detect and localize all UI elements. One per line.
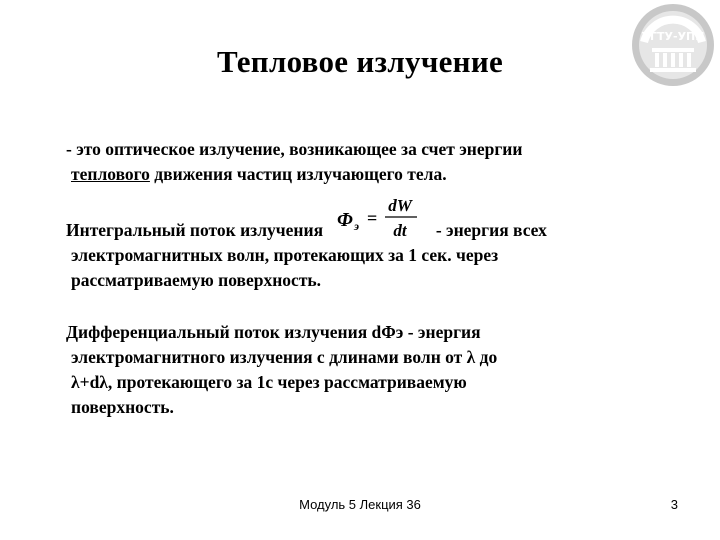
formula-denominator: dt bbox=[393, 221, 408, 240]
p2-line1-start: Интегральный поток излучения bbox=[66, 220, 328, 240]
p3-line3: λ+dλ, протекающего за 1с через рассматриваемую bbox=[71, 372, 467, 392]
p2-line1 bbox=[66, 196, 696, 243]
p2-line1-end: - энергия всех bbox=[431, 220, 547, 240]
p3-line4: поверхность. bbox=[71, 397, 174, 417]
slide-title: Тепловое излучение bbox=[216, 44, 504, 79]
formula-symbol: Φ bbox=[337, 209, 354, 231]
formula-subscript: э bbox=[354, 219, 360, 233]
p1-line1: - это оптическое излучение, возникающее за счет энергии bbox=[66, 139, 523, 159]
svg-text:УГТУ-УПИ: УГТУ-УПИ bbox=[641, 30, 705, 43]
footer-module-lecture: Модуль 5 Лекция 36 bbox=[299, 497, 421, 512]
p2-line3: рассматриваемую поверхность. bbox=[71, 270, 322, 290]
p2-line2: электромагнитных волн, протекающих за 1 сек. через bbox=[71, 245, 499, 265]
p3-line1: Дифференциальный поток излучения dΦэ - энергия bbox=[66, 322, 481, 342]
underlined-word: теплового bbox=[71, 164, 150, 184]
formula-numerator: dW bbox=[388, 196, 413, 215]
paragraph-differential-flux bbox=[66, 320, 696, 420]
paragraph-definition bbox=[66, 137, 696, 187]
formula-equals: = bbox=[367, 208, 378, 228]
p1-line2-rest: движения частиц излучающего тела. bbox=[149, 164, 447, 184]
flux-formula bbox=[327, 196, 431, 240]
paragraph-integral-flux bbox=[66, 196, 696, 293]
page-number: 3 bbox=[670, 497, 678, 512]
formula-graphic bbox=[327, 190, 431, 240]
p1-line2 bbox=[66, 162, 696, 187]
p3-line2: электромагнитного излучения с длинами волн от λ до bbox=[71, 347, 498, 367]
